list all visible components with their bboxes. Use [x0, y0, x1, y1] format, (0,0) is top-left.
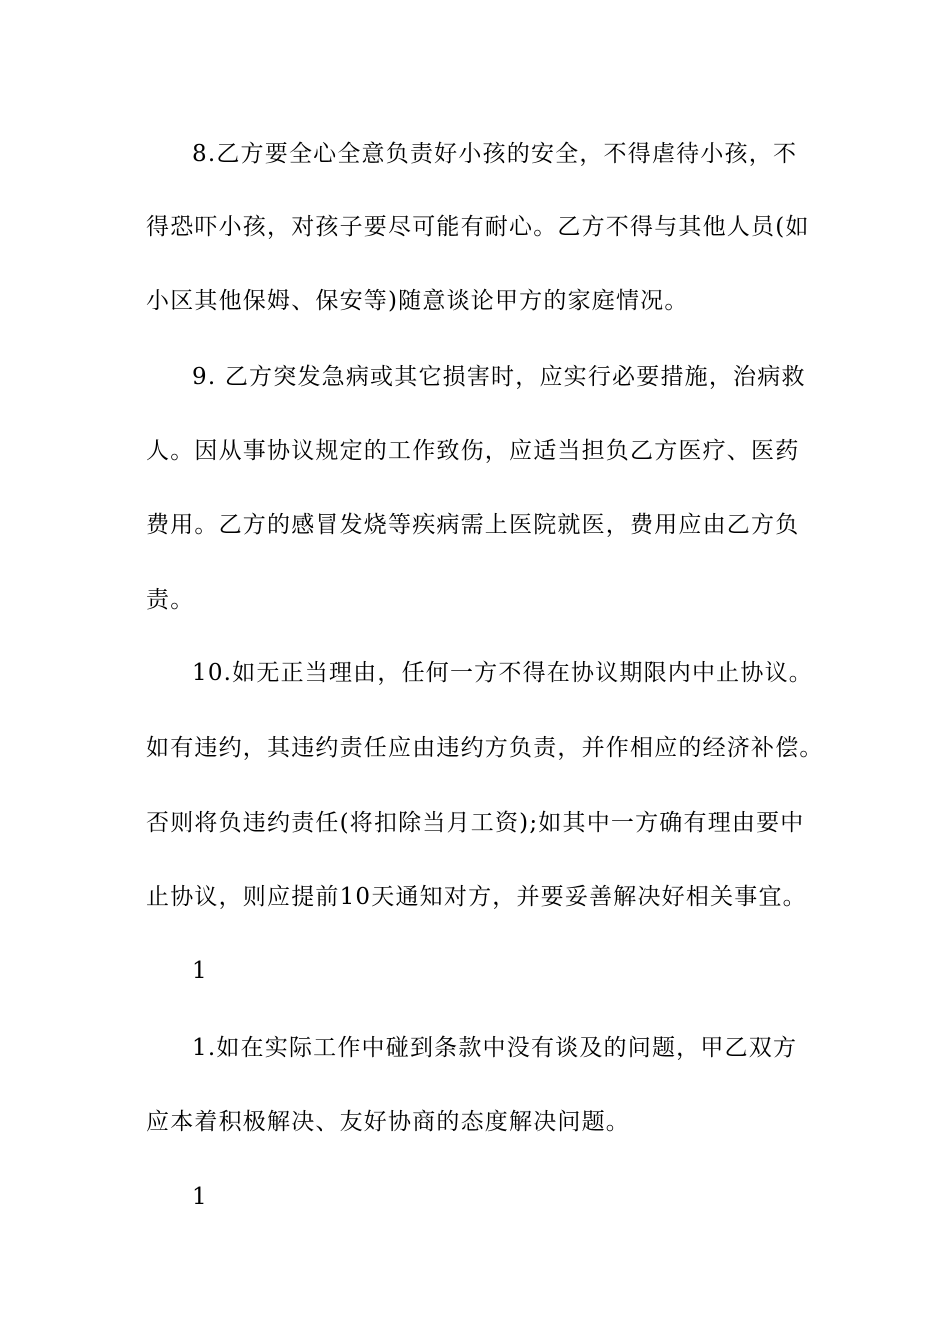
paragraph-1-line-2: 应本着积极解决、友好协商的态度解决问题。: [146, 1109, 630, 1135]
paragraph-number-2: 1: [192, 1184, 208, 1210]
paragraph-8-line-1: 8.乙方要全心全意负责好小孩的安全，不得虐待小孩，不: [192, 141, 798, 167]
paragraph-number-1: 1: [192, 958, 208, 984]
paragraph-9-line-3: 费用。乙方的感冒发烧等疾病需上医院就医，费用应由乙方负: [146, 512, 800, 538]
paragraph-10-line-3: 否则将负违约责任(将扣除当月工资);如其中一方确有理由要中: [146, 810, 805, 836]
paragraph-9-line-2: 人。因从事协议规定的工作致伤，应适当担负乙方医疗、医药: [146, 438, 800, 464]
paragraph-9-line-4: 责。: [146, 587, 195, 613]
paragraph-8-line-2: 得恐吓小孩，对孩子要尽可能有耐心。乙方不得与其他人员(如: [146, 214, 810, 240]
paragraph-9-line-1: 9. 乙方突发急病或其它损害时，应实行必要措施，治病救: [192, 364, 806, 390]
paragraph-1-line-1: 1.如在实际工作中碰到条款中没有谈及的问题，甲乙双方: [192, 1035, 798, 1061]
paragraph-10-line-1: 10.如无正当理由，任何一方不得在协议期限内中止协议。: [192, 660, 813, 686]
paragraph-10-line-4: 止协议，则应提前10天通知对方，并要妥善解决好相关事宜。: [146, 884, 807, 910]
paragraph-10-line-2: 如有违约，其违约责任应由违约方负责，并作相应的经济补偿。: [146, 735, 824, 761]
paragraph-8-line-3: 小区其他保姆、保安等)随意谈论甲方的家庭情况。: [146, 288, 689, 314]
